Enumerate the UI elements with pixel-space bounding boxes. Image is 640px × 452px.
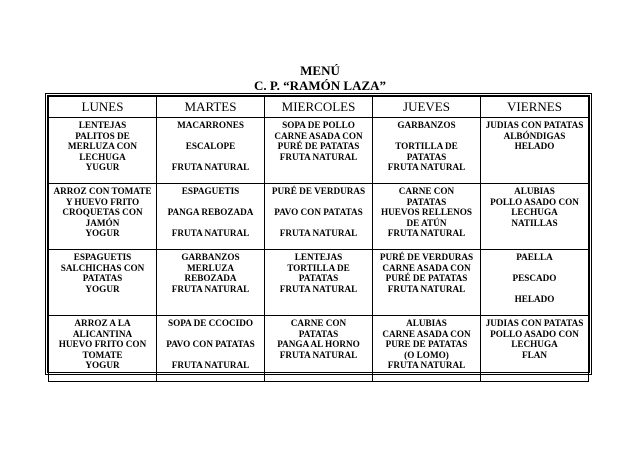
dish-line: SOPA DE POLLO bbox=[282, 120, 355, 130]
menu-cell bbox=[481, 184, 589, 250]
dish-line: TORTILLA DE bbox=[395, 141, 458, 151]
menu-cell bbox=[49, 184, 157, 250]
school-name: C. P. “RAMÓN LAZA” bbox=[253, 78, 387, 93]
dish-line: PATATAS bbox=[298, 273, 339, 283]
dish-line: ALUBIAS bbox=[514, 186, 555, 196]
menu-cell bbox=[49, 250, 157, 316]
dish-line: LENTEJAS bbox=[78, 120, 127, 130]
dish-line: JUDIAS CON PATATAS bbox=[485, 318, 584, 328]
dish-line: PAVO CON PATATAS bbox=[166, 339, 255, 349]
dish-line: CARNE ASADA CON bbox=[382, 262, 471, 273]
dish-line: TORTILLA DE bbox=[287, 262, 350, 273]
dish-line: HUEVO FRITO CON bbox=[58, 339, 147, 349]
menu-cell bbox=[157, 118, 265, 184]
day-header-miercoles: MIERCOLES bbox=[265, 97, 373, 118]
dish-line: FRUTA NATURAL bbox=[279, 349, 358, 360]
dish-line: FRUTA NATURAL bbox=[171, 228, 250, 238]
dish-line: YUGUR bbox=[85, 162, 120, 172]
dish-line: PAVO CON PATATAS bbox=[274, 207, 363, 217]
dish-line: FRUTA NATURAL bbox=[279, 283, 358, 294]
menu-cell bbox=[373, 316, 481, 382]
dish-line: FRUTA NATURAL bbox=[279, 228, 358, 238]
dish-line: PURÉ DE PATATAS bbox=[385, 273, 468, 283]
dish-line: POLLO ASADO CON bbox=[490, 328, 579, 339]
menu-body bbox=[49, 118, 589, 382]
dish-line: FRUTA NATURAL bbox=[279, 151, 358, 162]
dish-line: CARNE ASADA CON bbox=[274, 130, 363, 141]
dish-line: MERLUZA bbox=[187, 262, 234, 273]
dish-line: FLAN bbox=[521, 349, 547, 360]
dish-line: HUEVOS RELLENOS bbox=[381, 207, 472, 217]
dish-line: PURE DE PATATAS bbox=[385, 339, 468, 349]
dish-line: FRUTA NATURAL bbox=[387, 283, 466, 294]
dish-line: CROQUETAS CON bbox=[62, 207, 143, 217]
dish-line: (O LOMO) bbox=[404, 349, 449, 360]
dish-line: MERLUZA CON bbox=[67, 141, 138, 151]
dish-line: MACARRONES bbox=[177, 120, 244, 130]
menu-cell bbox=[265, 316, 373, 382]
dish-line bbox=[158, 197, 263, 208]
menu-cell bbox=[157, 250, 265, 316]
table-row bbox=[49, 184, 589, 250]
dish-line bbox=[158, 218, 263, 229]
dish-line: PURÉ DE VERDURAS bbox=[379, 252, 474, 262]
menu-cell bbox=[481, 250, 589, 316]
dish-line bbox=[482, 263, 587, 274]
dish-line: JUDIAS CON PATATAS bbox=[485, 120, 584, 130]
menu-table bbox=[48, 96, 589, 382]
menu-cell bbox=[373, 184, 481, 250]
dish-line: PATATAS bbox=[82, 273, 123, 283]
menu-table-frame bbox=[45, 93, 592, 375]
dish-line bbox=[266, 197, 371, 208]
dish-line: YOGUR bbox=[85, 360, 120, 370]
table-row bbox=[49, 118, 589, 184]
dish-line: Y HUEVO FRITO bbox=[65, 196, 140, 207]
menu-cell bbox=[265, 250, 373, 316]
dish-line: REBOZADA bbox=[184, 273, 237, 283]
dish-line: FRUTA NATURAL bbox=[171, 162, 250, 172]
dish-line: ALICANTINA bbox=[72, 328, 133, 339]
day-header-lunes: LUNES bbox=[49, 97, 157, 118]
dish-line: PURÉ DE VERDURAS bbox=[271, 186, 366, 196]
dish-line: DE ATÚN bbox=[406, 217, 447, 228]
dish-line bbox=[266, 218, 371, 229]
dish-line: CARNE CON bbox=[398, 186, 455, 196]
dish-line: ARROZ CON TOMATE bbox=[53, 186, 152, 196]
day-header-viernes: VIERNES bbox=[481, 97, 589, 118]
dish-line bbox=[158, 152, 263, 163]
dish-line: PANGA REBOZADA bbox=[167, 207, 254, 217]
menu-cell bbox=[265, 118, 373, 184]
page-title: MENÚ bbox=[300, 63, 340, 78]
dish-line: ARROZ A LA bbox=[74, 318, 131, 328]
dish-line: PESCADO bbox=[512, 273, 557, 283]
dish-line: ESCALOPE bbox=[185, 141, 236, 151]
dish-line: LENTEJAS bbox=[294, 252, 343, 262]
dish-line: PALITOS DE bbox=[75, 130, 130, 141]
dish-line: LECHUGA bbox=[511, 207, 558, 217]
day-header-martes: MARTES bbox=[157, 97, 265, 118]
dish-line: HELADO bbox=[514, 141, 555, 151]
menu-cell bbox=[481, 316, 589, 382]
dish-line: PATATAS bbox=[406, 151, 447, 162]
dish-line: POLLO ASADO CON bbox=[490, 196, 579, 207]
menu-cell bbox=[481, 118, 589, 184]
dish-line: GARBANZOS bbox=[397, 120, 456, 130]
dish-line: YOGUR bbox=[85, 283, 120, 294]
menu-cell bbox=[157, 316, 265, 382]
dish-line: ALUBIAS bbox=[406, 318, 447, 328]
dish-line: PANGA AL HORNO bbox=[277, 339, 360, 349]
dish-line: ESPAGUETIS bbox=[181, 186, 240, 196]
menu-cell bbox=[49, 316, 157, 382]
menu-cell bbox=[157, 184, 265, 250]
dish-line: PURÉ DE PATATAS bbox=[277, 141, 360, 151]
dish-line bbox=[482, 284, 587, 295]
dish-line: FRUTA NATURAL bbox=[171, 283, 250, 294]
table-row bbox=[49, 316, 589, 382]
dish-line bbox=[158, 350, 263, 361]
day-header-jueves: JUEVES bbox=[373, 97, 481, 118]
dish-line: YOGUR bbox=[85, 228, 120, 238]
dish-line: LECHUGA bbox=[79, 151, 126, 162]
dish-line bbox=[158, 131, 263, 142]
dish-line: ALBÓNDIGAS bbox=[503, 130, 566, 141]
dish-line: GARBANZOS bbox=[181, 252, 240, 262]
menu-cell bbox=[49, 118, 157, 184]
dish-line: PAELLA bbox=[516, 252, 553, 262]
dish-line bbox=[374, 131, 479, 142]
menu-cell bbox=[373, 250, 481, 316]
dish-line: PATATAS bbox=[298, 328, 339, 339]
dish-line: CARNE ASADA CON bbox=[382, 328, 471, 339]
header-row bbox=[49, 97, 589, 118]
dish-line: PATATAS bbox=[406, 196, 447, 207]
dish-line: SOPA DE CCOCIDO bbox=[167, 318, 254, 328]
dish-line: JAMÓN bbox=[85, 217, 120, 228]
menu-cell bbox=[265, 184, 373, 250]
table-row bbox=[49, 250, 589, 316]
dish-line: FRUTA NATURAL bbox=[387, 228, 466, 238]
dish-line: ESPAGUETIS bbox=[73, 252, 132, 262]
dish-line bbox=[158, 329, 263, 340]
menu-cell bbox=[373, 118, 481, 184]
dish-line: FRUTA NATURAL bbox=[171, 360, 250, 370]
dish-line: CARNE CON bbox=[290, 318, 347, 328]
dish-line: FRUTA NATURAL bbox=[387, 162, 466, 172]
dish-line: FRUTA NATURAL bbox=[387, 360, 466, 370]
dish-line: HELADO bbox=[514, 294, 555, 304]
dish-line: NATILLAS bbox=[511, 217, 558, 228]
dish-line: SALCHICHAS CON bbox=[60, 262, 145, 273]
dish-line: LECHUGA bbox=[511, 339, 558, 349]
dish-line: TOMATE bbox=[82, 349, 123, 360]
